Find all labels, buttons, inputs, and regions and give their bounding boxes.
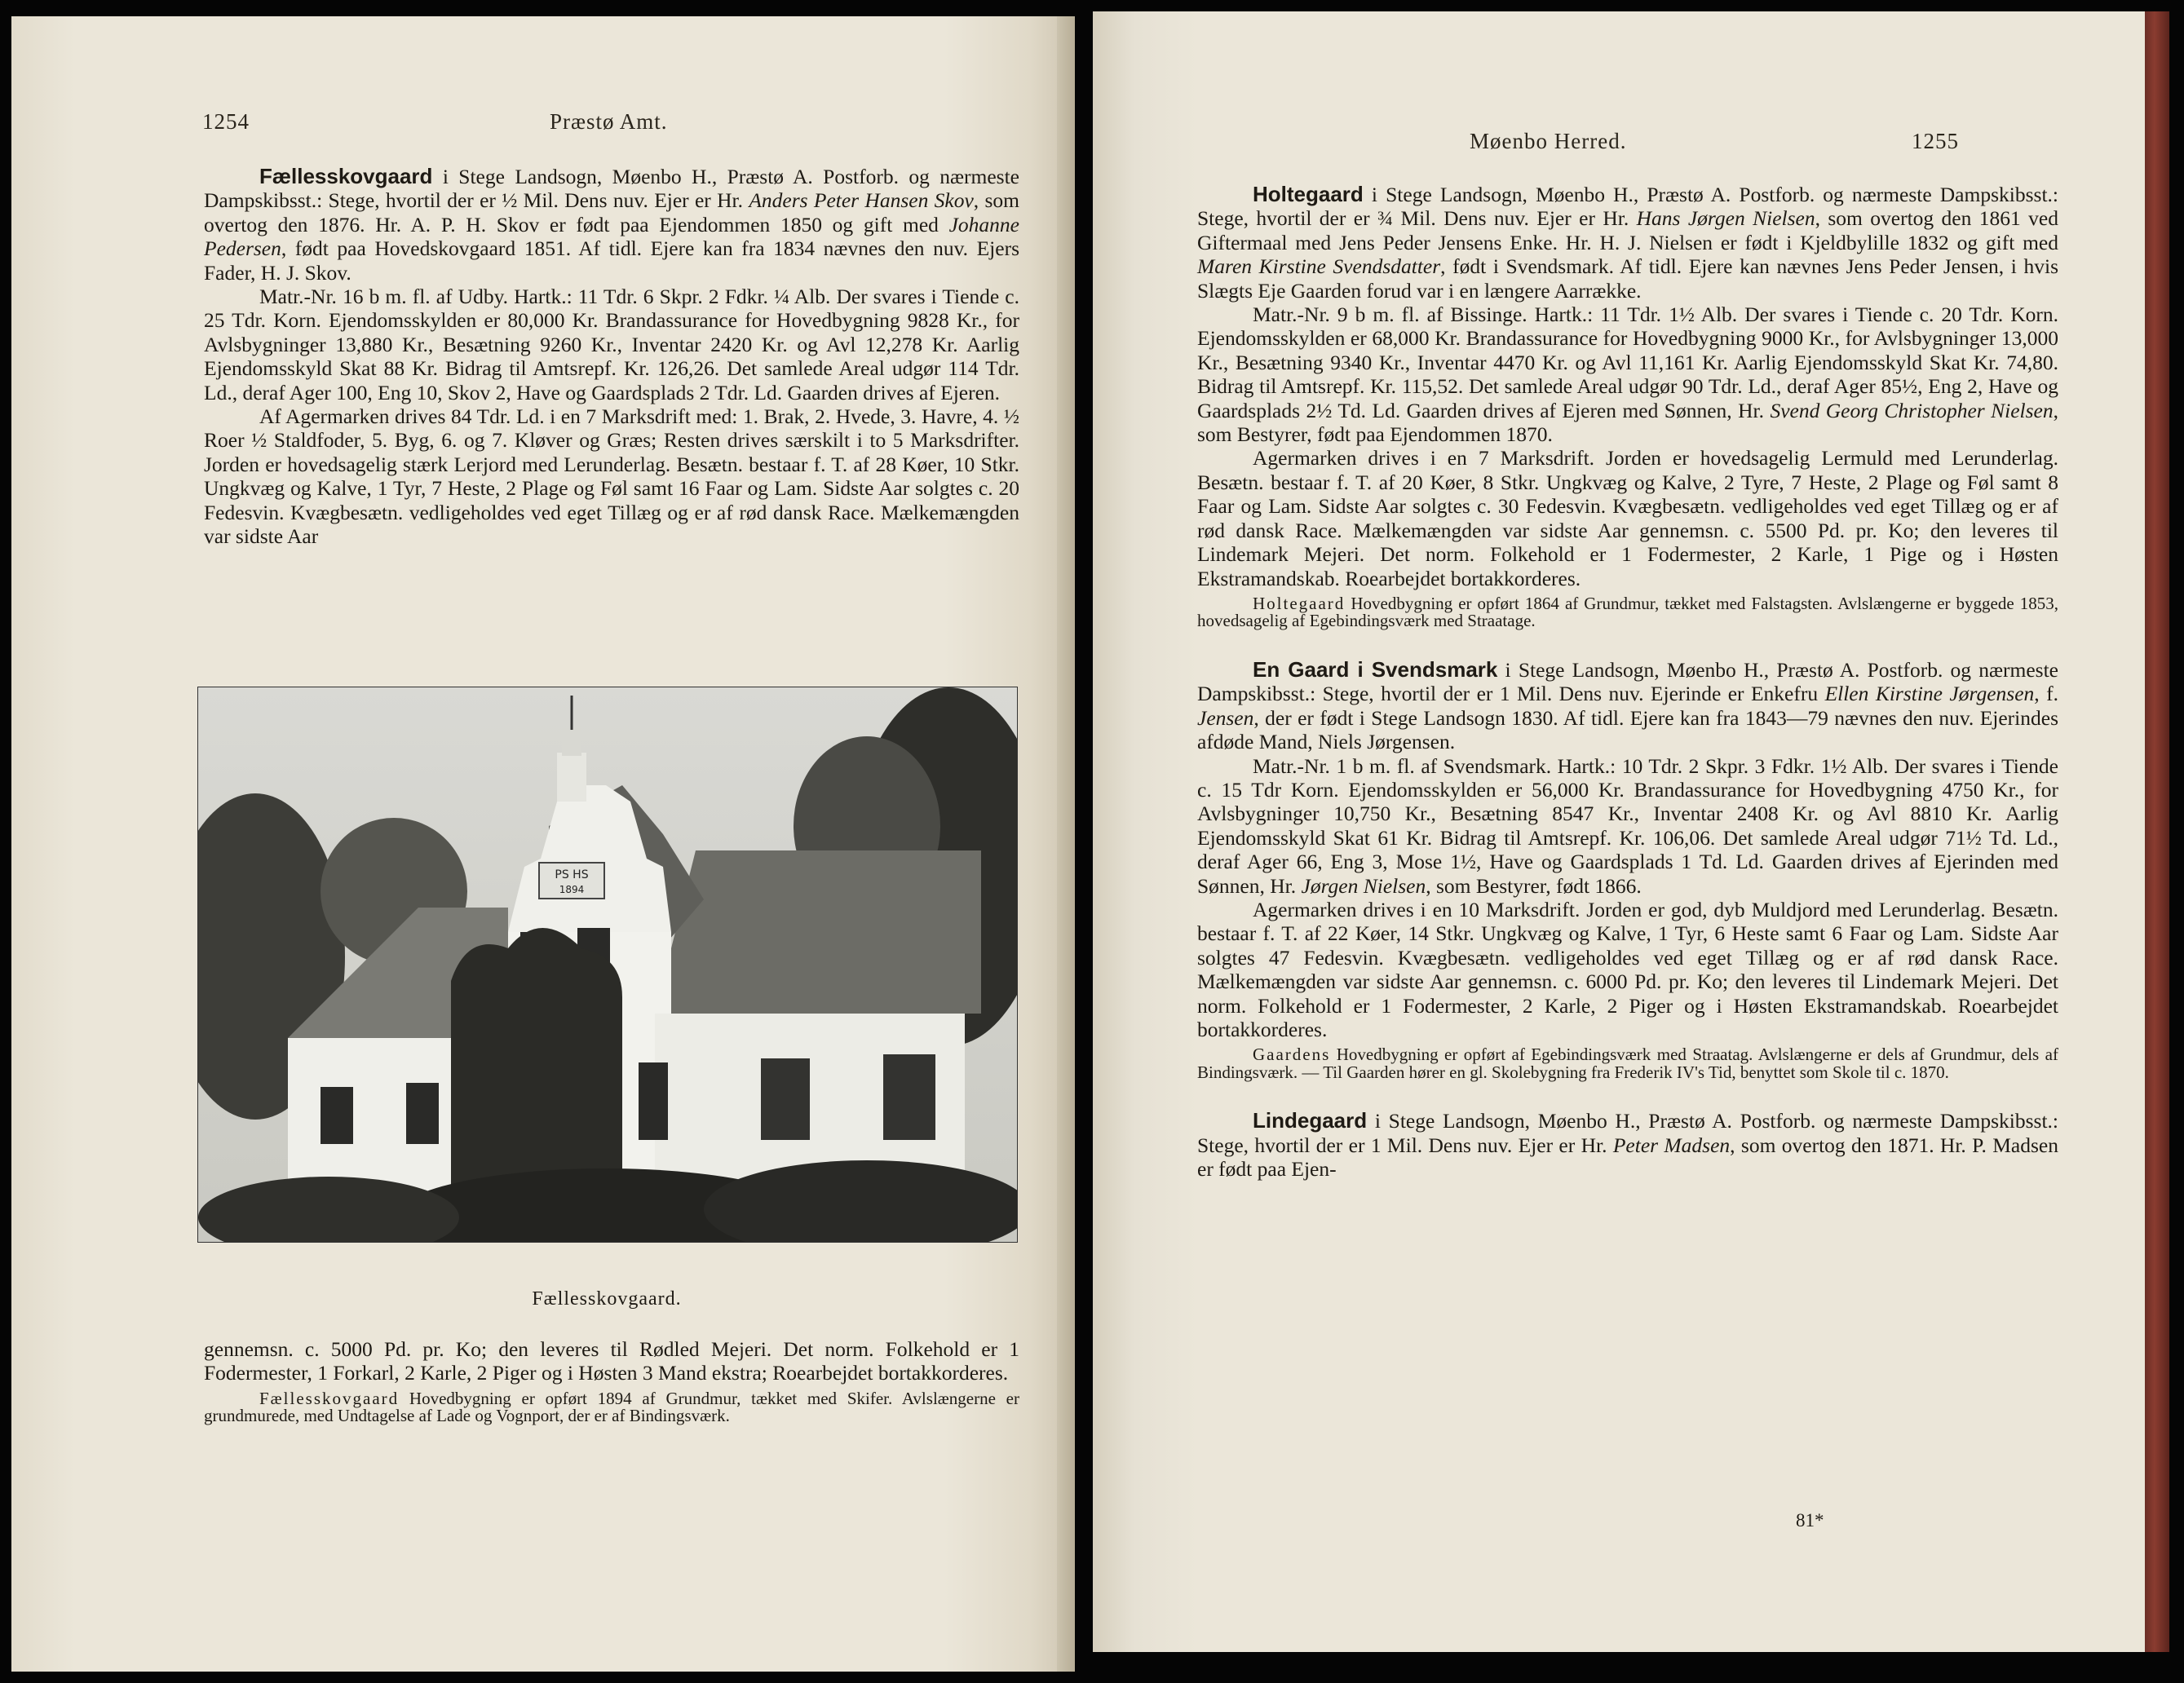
photo-caption: Fællesskovgaard. — [532, 1288, 682, 1310]
farming-paragraph: Af Agermarken drives 84 Tdr. Ld. i en 7 Marksdrift med: 1. Brak, 2. Hvede, 3. Havre, 4. ½ Roer ½ Staldfoder, 5. Byg, 6. og 7. Kløver og Græs; Resten drives særskilt i to 5 Marksdrifter. Jorden er hovedsagelig stærk Lerjord med Lerunderlag. Besætn. bestaar f. T. af 28 Køer, 10 Stkr. Ungkvæg og Kalve, 1 Tyr, 7 Heste, 2 Plage og Føl samt 16 Faar og Lam. Sidste Aar solgtes c. 20 Fedesvin. Kvægbesætn. vedligeholdes ved eget Tillæg og er af rød dansk Race. Mælkemængden var sidste Aar — [204, 404, 1019, 549]
farming-paragraph: Agermarken drives i en 10 Marksdrift. Jorden er god, dyb Muldjord med Lerunderlag. Besætn. bestaar f. T. af 22 Køer, 14 Stkr. Ungkvæg og Kalve, 1 Tyr, 6 Heste samt 6 Faar og Lam. Sidste Aar solgtes 47 Fedesvin. Kvægbesætn. vedligeholdes ved eget Tillæg og er af rød dansk Race. Mælkemængden var sidste Aar gennemsn. c. 6000 Pd. pr. Ko; den leveres til Lindemark Mejeri. Det norm. Folkehold er 1 Fodermester, 2 Karle, 2 Piger og i Høsten Ekstramandskab. Roearbejdet bortakkorderes. — [1197, 897, 2058, 1041]
continuation-paragraph: gennemsn. c. 5000 Pd. pr. Ko; den leveres til Rødled Mejeri. Det norm. Folkehold er 1 Fodermester, 1 Forkarl, 2 Karle, 2 Piger og i Høsten 3 Mand ekstra; Roearbejdet bortakkorderes. — [204, 1337, 1019, 1385]
owner-name: Hans Jørgen Nielsen — [1636, 206, 1815, 231]
farmhouse-photo — [197, 687, 1018, 1243]
right-page — [1093, 11, 2145, 1652]
gable-plate-initials: PS HS — [555, 868, 589, 881]
entry-paragraph: Lindegaard i Stege Landsogn, Møenbo H., Præstø A. Postforb. og nærmeste Dampskibsst.: Stege, hvortil der er 1 Mil. Dens nuv. Ejer er Hr. Peter Madsen, som overtog den 1871. Hr. P. Madsen er født paa Ejen- — [1197, 1108, 2058, 1182]
maiden-name: Jensen — [1197, 705, 1254, 730]
owner-name: Anders Peter Hansen Skov — [749, 188, 974, 213]
estate-name: Lindegaard — [1253, 1108, 1368, 1133]
farmhouse-illustration — [198, 687, 1017, 1242]
property-paragraph: Matr.-Nr. 16 b m. fl. af Udby. Hartk.: 11 Tdr. 6 Skpr. 2 Fdkr. ¼ Alb. Der svares i Tiende c. 25 Tdr. Korn. Ejendomsskylden er 80,000 Kr. Brandassurance for Hovedbygning 9828 Kr., for Avlsbygninger 13,880 Kr., Besætning 9260 Kr., Inventar 2420 Kr. og Avl 12,278 Kr. Aarlig Ejendomsskyld Skat 88 Kr. Bidrag til Amtsrepf. Kr. 126,26. Det samlede Areal udgør 114 Tdr. Ld., deraf Ager 100, Eng 10, Skov 2, Have og Gaardsplads 2 Tdr. Ld. Gaarden drives af Ejeren. — [204, 285, 1019, 404]
son-name: Svend Georg Christopher Nielsen — [1770, 398, 2054, 422]
building-note: Holtegaard Hovedbygning er opført 1864 af Grundmur, tækket med Falstagsten. Avlslængerne er byggede 1853, hovedsagelig af Egebindingsværk med Straatage. — [1197, 593, 2058, 631]
estate-name: Fællesskovgaard — [259, 164, 433, 188]
estate-name: Holtegaard — [1253, 182, 1364, 206]
estate-name: En Gaard i Svendsmark — [1253, 656, 1498, 682]
building-note: Fællesskovgaard Hovedbygning er opført 1894 af Grundmur, tækket med Skifer. Avlslængerne er grundmurede, med Undtagelse af Lade og Vognport, der er af Bindingsværk. — [204, 1388, 1019, 1426]
page-number-right: 1255 — [1912, 129, 1959, 153]
entry-paragraph: Fællesskovgaard i Stege Landsogn, Møenbo H., Præstø A. Postforb. og nærmeste Dampskibsst.: Stege, hvortil der er ½ Mil. Dens nuv. Ejer er Hr. Anders Peter Hansen Skov, som overtog den 1876. Hr. A. P. H. Skov er født paa Ejendommen 1850 og gift med Johanne Pedersen, født paa Hovedskovgaard 1851. Af tidl. Ejere kan fra 1834 nævnes den nuv. Ejers Fader, H. J. Skov. — [204, 164, 1019, 285]
wife-name: Maren Kirstine Svendsdatter — [1197, 254, 1441, 279]
signature-mark: 81* — [1796, 1510, 1824, 1531]
gable-plate-year: 1894 — [559, 884, 585, 895]
farming-paragraph: Agermarken drives i en 7 Marksdrift. Jorden er hovedsagelig Lermuld med Lerunderlag. Besætn. bestaar f. T. af 20 Køer, 8 Stkr. Ungkvæg og Kalve, 2 Tyre, 7 Heste, 2 Plage og Føl samt 8 Faar og Lam. Sidste Aar solgtes c. 30 Fedesvin. Kvægbesætn. vedligeholdes ved eget Tillæg og er af rød dansk Race. Mælkemængden var sidste Aar gennemsn. c. 5500 Pd. pr. Ko; den leveres til Lindemark Mejeri. Det norm. Folkehold er 1 Fodermester, 2 Karle, 1 Pige og i Høsten Ekstramandskab. Roearbejdet bortakkorderes. — [1197, 446, 2058, 590]
building-note: Gaardens Hovedbygning er opført af Egebindingsværk med Straatag. Avlslængerne er dels af Grundmur, dels af Bindingsværk. — Til Gaarden hører en gl. Skolebygning fra Frederik IV's Tid, benyttet som Skole til c. 1870. — [1197, 1045, 2058, 1082]
owner-name: Peter Madsen — [1612, 1133, 1731, 1157]
entry-paragraph: Holtegaard i Stege Landsogn, Møenbo H., Præstø A. Postforb. og nærmeste Dampskibsst.: Stege, hvortil der er ¾ Mil. Dens nuv. Ejer er Hr. Hans Jørgen Nielsen, som overtog den 1861 ved Giftermaal med Jens Peder Jensens Enke. Hr. H. J. Nielsen er født i Kjeldbylille 1832 og gift med Maren Kirstine Svendsdatter, født i Svendsmark. Af tidl. Ejere kan nævnes Jens Peder Jensen, i hvis Slægts Eje Gaarden forud var i en længere Aarrække. — [1197, 182, 2058, 303]
left-page — [11, 16, 1072, 1672]
running-head-left: Præstø Amt. — [550, 109, 668, 134]
wife-name: Johanne Pedersen — [204, 212, 1019, 261]
page-number-left: 1254 — [202, 109, 250, 134]
entry-paragraph: En Gaard i Svendsmark i Stege Landsogn, Møenbo H., Præstø A. Postforb. og nærmeste Dampskibsst.: Stege, hvortil der er 1 Mil. Dens nuv. Ejerinde er Enkefru Ellen Kirstine Jørgensen, f. Jensen, der er født i Stege Landsogn 1830. Af tidl. Ejere kan fra 1843—79 nævnes den nuv. Ejerindes afdøde Mand, Niels Jørgensen. — [1197, 656, 2058, 754]
property-paragraph: Matr.-Nr. 1 b m. fl. af Svendsmark. Hartk.: 10 Tdr. 2 Skpr. 3 Fdkr. 1½ Alb. Der svares i Tiende c. 15 Tdr Korn. Ejendomsskylden er 56,000 Kr. Brandassurance for Hovedbygning 4750 Kr., for Avlsbygninger 10,750 Kr., Besætning 8547 Kr., Inventar 2408 Kr. og Avl 8810 Kr. Aarlig Ejendomsskyld Skat 61 Kr. Bidrag til Amtsrepf. Kr. 106,06. Det samlede Areal udgør 71½ Td. Ld., deraf Ager 66, Eng 3, Mose 1½, Have og Gaardsplads 1 Td. Ld. Gaarden drives af Ejerinden med Sønnen, Hr. Jørgen Nielsen, som Bestyrer, født 1866. — [1197, 753, 2058, 898]
property-paragraph: Matr.-Nr. 9 b m. fl. af Bissinge. Hartk.: 11 Tdr. 1½ Alb. Der svares i Tiende c. 20 Tdr. Korn. Ejendomsskylden er 68,000 Kr. Brandassurance for Hovedbygning 9000 Kr., for Avlsbygninger 13,000 Kr., Besætning 9340 Kr., Inventar 4470 Kr. og Avl 11,161 Kr. Aarlig Ejendomsskyld Skat Kr. 74,80. Bidrag til Amtsrepf. Kr. 115,52. Det samlede Areal udgør 90 Tdr. Ld., deraf Ager 85½, Eng 2, Have og Gaardsplads 2½ Td. Ld. Gaarden drives af Ejeren med Sønnen, Hr. Svend Georg Christopher Nielsen, som Bestyrer, født paa Ejendommen 1870. — [1197, 303, 2058, 447]
son-name: Jørgen Nielsen — [1301, 873, 1426, 898]
left-text-top — [204, 165, 1019, 549]
gutter-strip — [1057, 16, 1075, 1672]
owner-name: Ellen Kirstine Jørgensen — [1824, 682, 2035, 706]
running-head-right: Møenbo Herred. — [1470, 129, 1627, 153]
book-spine-edge — [2145, 11, 2169, 1652]
right-text — [1197, 183, 2058, 1182]
left-text-bottom — [204, 1337, 1019, 1425]
